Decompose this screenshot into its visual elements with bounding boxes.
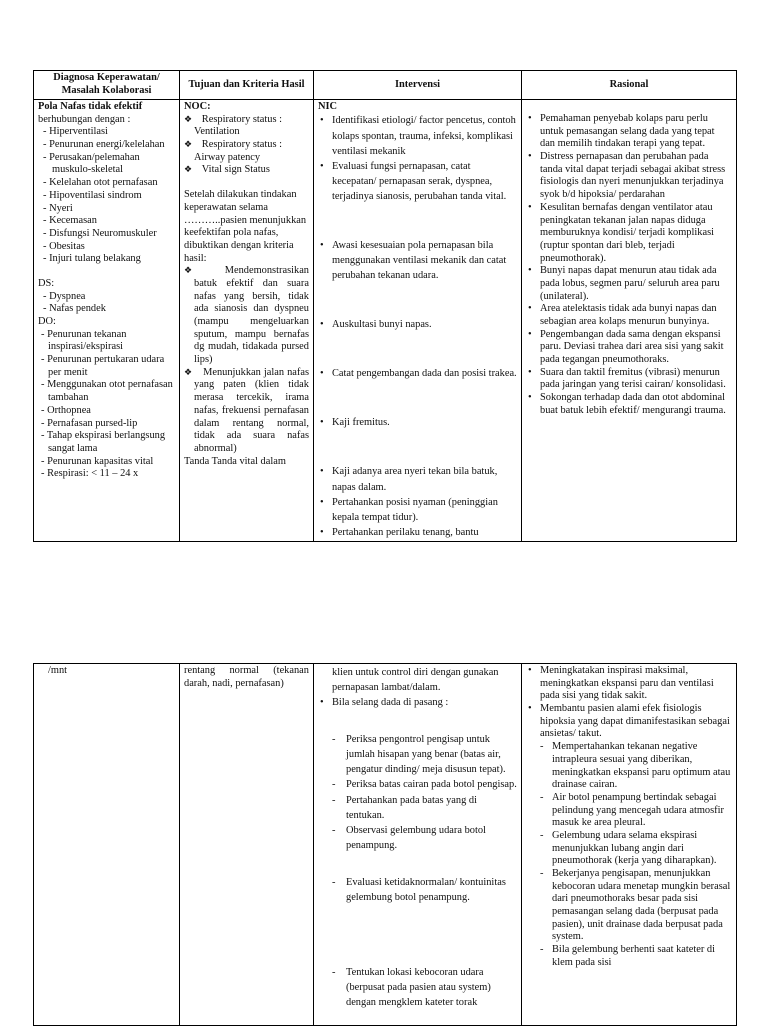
list-item-text: Penurunan pertukaran udara per menit [47, 354, 165, 378]
bullet-icon: • [320, 496, 324, 508]
noc-list [184, 114, 309, 177]
list-item-text: Bekerjanya pengisapan, menunjukkan kebocoran udara menetap mungkin berasal dari pneumothoraks besar pada sisi pemasangan selang dada (berpusat pada pasien), unit drainase dada berpusat pada system. [552, 868, 731, 943]
table-body-row [34, 100, 737, 542]
bullet-icon: • [528, 201, 532, 213]
list-item-text: Respirasi: < 11 – 24 x [47, 468, 139, 480]
list-item: - Penurunan kapasitas vital [41, 455, 154, 467]
list-item [526, 868, 732, 944]
bullet-icon: • [528, 665, 532, 676]
cause-list [38, 126, 175, 266]
chest-tube-list [318, 695, 517, 710]
dash-bullet-icon: - [332, 967, 336, 979]
list-item [526, 367, 732, 392]
list-item-text: Mendemonstrasikan batuk efektif dan suara nafas yang bersih, tidak ada sianosis dan dyspneu (mampu mengeluarkan sputum, mampu bernafas dg mudah, tidakada pursed lips) [194, 265, 309, 366]
list-item-text: Pernafasan pursed-lip [47, 417, 138, 429]
list-item-text: Obesitas [49, 240, 85, 252]
list-item [318, 732, 517, 777]
list-item [318, 113, 517, 158]
list-item-text: Periksa pengontrol pengisap untuk jumlah hisapan yang benar (batas air, pengatur dinding/ meja disusun tepat). [346, 734, 506, 776]
list-item-text: Kesulitan bernafas dengan ventilator atau peningkatan tekanan jalan napas diduga memburuknya kondisi/ terjadi komplikasi (ruptur spontan dari bleb, terjadi pneumothorak). [540, 201, 715, 264]
list-item-text: Meningkatakan inspirasi maksimal, meningkatkan ekspansi paru dan ventilasi pada sisi yang tidak sakit. [540, 665, 714, 702]
list-item [318, 965, 517, 1010]
bullet-icon: • [320, 115, 324, 127]
list-item-text: Pemahaman penyebab kolaps paru perlu untuk pemasangan selang dada yang tepat dan memilih tindakan terapi yang tepat. [540, 113, 715, 150]
list-item: - Kelelahan otot pernafasan [43, 177, 158, 189]
list-item-text: Awasi kesesuaian pola pernapasan bila menggunakan ventilasi mekanik dan catat perubahan tekanan udara. [332, 239, 507, 282]
dash-bullet-icon: - [332, 794, 336, 806]
list-item-text: Suara dan taktil fremitus (vibrasi) menurun pada jaringan yang terisi cairan/ konsolidasi. [540, 366, 726, 391]
list-item-text: Vital sign Status [201, 164, 270, 176]
list-item: • Bila selang dada di pasang : [320, 697, 449, 709]
header-rationale: Rasional [522, 71, 737, 100]
dash-bullet-icon: - [332, 734, 336, 746]
goals-cell [180, 100, 314, 542]
list-item: - Pernafasan pursed-lip [41, 417, 138, 429]
list-item-text: Disfungsi Neuromuskuler [49, 227, 157, 239]
list-item: - Penurunan energi/kelelahan [43, 139, 165, 151]
bullet-icon: • [320, 160, 324, 172]
list-item-text: Respiratory status : Airway patency [194, 139, 283, 163]
rationale-list [526, 113, 732, 418]
list-item [318, 317, 517, 332]
list-item: - Perusakan/pelemahan muskulo-skeletal [43, 151, 140, 176]
list-item [526, 113, 732, 151]
list-item-text: Distress pernapasan dan perubahan pada tanda vital dapat terjadi sebagai akibat stress fisiologis dan nyeri menunjukkan terjadinya syok b/d hipoksia/ perdarahan [540, 151, 726, 201]
list-item [318, 777, 517, 792]
bullet-icon: • [320, 417, 324, 429]
bullet-icon: • [528, 703, 532, 715]
list-item-text: Pertahankan posisi nyaman (peninggian kepala tempat tidur). [332, 496, 498, 523]
vital-text: Tanda Tanda vital dalam [184, 455, 286, 467]
list-item [526, 830, 732, 868]
list-item [318, 366, 517, 381]
list-item [526, 392, 732, 417]
list-item-text: Mempertahankan tekanan negative intrapleura sesuai yang diberikan, meningkatkan ekspansi paru optimum atau drainase cairan. [552, 741, 731, 791]
header-goals: Tujuan dan Kriteria Hasil [180, 71, 314, 100]
list-item [184, 367, 309, 456]
interventions-cell [314, 100, 522, 542]
list-item [184, 114, 309, 139]
after-text: Setelah dilakukan tindakan keperawatan selama ………..pasien menunjukkan keefektifan pola nafas, dibuktikan dengan kriteria hasil: [184, 189, 307, 264]
list-item: - Hipoventilasi sindrom [43, 189, 142, 201]
bullet-icon: • [528, 151, 532, 163]
list-item: - Penurunan pertukaran udara per menit [41, 354, 165, 378]
continued-goals-cell [180, 664, 314, 1026]
ds-list [38, 291, 175, 316]
list-item-text: Hipoventilasi sindrom [49, 189, 142, 201]
diagnosis-cell [34, 100, 180, 542]
list-item [526, 792, 732, 830]
care-plan-table-top [33, 70, 737, 542]
list-item [526, 303, 732, 328]
continued-rationale-sublist [526, 741, 732, 969]
list-item [318, 875, 517, 905]
do-label: DO: [38, 316, 56, 327]
list-item-text: Penurunan energi/kelelahan [49, 139, 165, 151]
rationale-cell [522, 100, 737, 542]
list-item-text: Menunjukkan jalan nafas yang paten (klien tidak merasa tercekik, irama nafas, frekuensi pernafasan dalam rentang normal, tidak ada suara nafas abnormal) [194, 366, 310, 454]
list-item-text: Pengembangan dada sama dengan ekspansi paru. Deviasi trahea dari area sisi yang sakit pada tegangan pneumothoraks. [540, 328, 724, 366]
list-item [526, 202, 732, 265]
bullet-icon: • [320, 319, 324, 331]
list-item [184, 164, 309, 177]
list-item-text: Evaluasi fungsi pernapasan, catat kecepatan/ pernapasan serak, dyspnea, terjadinya sianosis, perubahan tanda vital. [332, 160, 507, 202]
noc-label: NOC: [184, 101, 211, 112]
bullet-icon: • [528, 113, 532, 124]
bullet-icon: • [320, 526, 324, 538]
diamond-bullet-icon: ❖ [184, 366, 193, 377]
list-item [526, 703, 732, 741]
spacer [318, 332, 517, 366]
diamond-bullet-icon: ❖ [184, 113, 193, 124]
list-item-text: Gelembung udara selama ekspirasi menunjukkan lubang angin dari pneumothorak (kerja yang diharapkan). [552, 829, 717, 867]
list-item [318, 823, 517, 853]
bullet-icon: • [320, 466, 324, 478]
continued-interventions-cell [314, 664, 522, 1026]
list-item [318, 415, 517, 430]
bullet-icon: • [320, 368, 324, 380]
diamond-bullet-icon: ❖ [184, 265, 193, 276]
list-item-text: Air botol penampung bertindak sebagai pelindung yang mencegah udara atmosfir masuk ke area pleural. [552, 791, 724, 829]
bullet-icon: • [528, 392, 532, 404]
list-item-text: Hiperventilasi [49, 126, 108, 138]
diamond-bullet-icon: ❖ [184, 139, 193, 150]
list-item: - Kecemasan [43, 215, 97, 227]
dash-bullet-icon: - [332, 779, 336, 791]
bullet-icon: • [528, 265, 532, 277]
list-item-text: Pertahankan perilaku tenang, bantu [332, 526, 479, 538]
bullet-icon: • [528, 303, 532, 315]
list-item-text: Respiratory status : Ventilation [194, 113, 283, 138]
list-item-text: Bunyi napas dapat menurun atau tidak ada pada lobus, segmen paru/ seluruh area paru (unilateral). [540, 265, 720, 302]
header-interventions: Intervensi [314, 71, 522, 100]
list-item-text: Observasi gelembung udara botol penampung. [346, 824, 486, 851]
dash-bullet-icon: - [332, 876, 336, 888]
list-item: - Menggunakan otot pernafasan tambahan [41, 379, 173, 404]
nic-label: NIC [318, 101, 338, 112]
continued-intervention-text: klien untuk control diri dengan gunakan pernapasan lambat/dalam. [332, 667, 499, 694]
list-item: - Penurunan tekanan inspirasi/ekspirasi [41, 328, 127, 353]
do-list [38, 329, 175, 481]
list-item [184, 265, 309, 367]
list-item-text: Catat pengembangan dada dan posisi trakea. [332, 368, 517, 380]
continued-rationale-list [526, 665, 732, 741]
list-item-text: Injuri tulang belakang [49, 253, 141, 265]
list-item [526, 665, 732, 703]
list-item-text: Orthopnea [47, 404, 91, 416]
ds-label: DS: [38, 277, 55, 289]
list-item [318, 464, 517, 494]
list-item [526, 329, 732, 367]
list-item-text: Menggunakan otot pernafasan tambahan [47, 379, 173, 404]
list-item: - Tahap ekspirasi berlangsung sangat lama [41, 430, 166, 454]
spacer [318, 204, 517, 238]
nic-list [318, 113, 517, 539]
list-item: - Nafas pendek [43, 303, 106, 315]
spacer [318, 430, 517, 464]
list-item [526, 741, 732, 792]
dash-bullet-icon: - [332, 824, 336, 836]
list-item [184, 139, 309, 164]
list-item: - Disfungsi Neuromuskuler [43, 227, 157, 239]
list-item [318, 525, 517, 540]
criteria-list [184, 265, 309, 455]
list-item [318, 159, 517, 204]
spacer [318, 905, 517, 965]
list-item: - Nyeri [43, 202, 73, 214]
dash-bullet-icon: - [540, 791, 544, 803]
list-item: - Obesitas [43, 240, 85, 252]
list-item-text: Kaji adanya area nyeri tekan bila batuk, napas dalam. [332, 466, 498, 493]
list-item-text: Kecemasan [49, 215, 97, 227]
list-item-text: Evaluasi ketidaknormalan/ kontuinitas gelembung botol penampung. [346, 876, 506, 903]
list-item-text: Perusakan/pelemahan muskulo-skeletal [49, 151, 140, 176]
list-item-text: Penurunan tekanan inspirasi/ekspirasi [47, 328, 127, 353]
list-item-text: Sokongan terhadap dada dan otot abdominal buat batuk lebih efektif/ mengurangi trauma. [540, 392, 726, 416]
list-item-text: Nafas pendek [49, 303, 106, 315]
diamond-bullet-icon: ❖ [184, 164, 193, 175]
bullet-icon: • [528, 366, 532, 378]
list-item-text: Kelelahan otot pernafasan [49, 177, 158, 189]
dash-bullet-icon: - [540, 868, 544, 879]
spacer [318, 381, 517, 415]
list-item-text: Membantu pasien alami efek fisiologis hipoksia yang dapat dimanifestasikan sebagai ansietas/ takut. [540, 703, 730, 740]
dash-bullet-icon: - [540, 829, 544, 841]
list-item-text: Dyspnea [49, 290, 86, 302]
header-diagnosis: Diagnosa Keperawatan/ Masalah Kolaborasi [34, 71, 180, 100]
continued-resp-unit: /mnt [48, 665, 68, 676]
list-item-text: Penurunan kapasitas vital [47, 455, 154, 467]
list-item [526, 944, 732, 969]
list-item [318, 238, 517, 283]
list-item-text: Periksa batas cairan pada botol pengisap. [346, 779, 517, 791]
chest-tube-sublist [318, 710, 517, 1010]
continued-diagnosis-cell [34, 664, 180, 1026]
spacer [318, 853, 517, 875]
diagnosis-intro: berhubungan dengan : [38, 113, 131, 125]
continued-rationale-cell [522, 664, 737, 1026]
list-item: - Hiperventilasi [43, 126, 108, 138]
list-item: - Orthopnea [41, 404, 91, 416]
list-item-text: Pertahankan pada batas yang di tentukan. [346, 794, 477, 821]
list-item-text: Auskultasi bunyi napas. [332, 319, 432, 331]
bullet-icon: • [320, 239, 324, 251]
list-item-text: Nyeri [49, 202, 73, 214]
spacer [318, 710, 517, 732]
list-item [526, 265, 732, 303]
list-item-text: Bila gelembung berhenti saat kateter di klem pada sisi [552, 944, 716, 968]
care-plan-table-bottom [33, 663, 737, 1026]
bullet-icon: • [528, 328, 532, 340]
list-item-text: Identifikasi etiologi/ factor pencetus, contoh kolaps spontan, trauma, infeksi, komplikasi ventilasi mekanik [332, 115, 516, 157]
list-item-text: Kaji fremitus. [332, 417, 390, 429]
list-item [318, 793, 517, 823]
table-header-row [34, 71, 737, 100]
dash-bullet-icon: - [540, 944, 544, 956]
diagnosis-title: Pola Nafas tidak efektif [38, 101, 143, 112]
list-item [526, 151, 732, 202]
list-item-text: Area atelektasis tidak ada bunyi napas dan sebagian area kolaps menurun bunyinya. [540, 303, 717, 327]
dash-bullet-icon: - [540, 741, 544, 753]
table-body-row [34, 664, 737, 1026]
list-item [318, 495, 517, 525]
list-item-text: Tentukan lokasi kebocoran udara (berpusat pada pasien atau system) dengan mengklem kateter torak [346, 967, 491, 1009]
list-item: - Respirasi: < 11 – 24 x [41, 468, 139, 480]
spacer [318, 283, 517, 317]
list-item: - Injuri tulang belakang [43, 253, 141, 265]
list-item-text: Tahap ekspirasi berlangsung sangat lama [46, 430, 166, 454]
continued-goals-text: rentang normal (tekanan darah, nadi, pernafasan) [184, 665, 309, 689]
list-item: - Dyspnea [43, 290, 86, 302]
